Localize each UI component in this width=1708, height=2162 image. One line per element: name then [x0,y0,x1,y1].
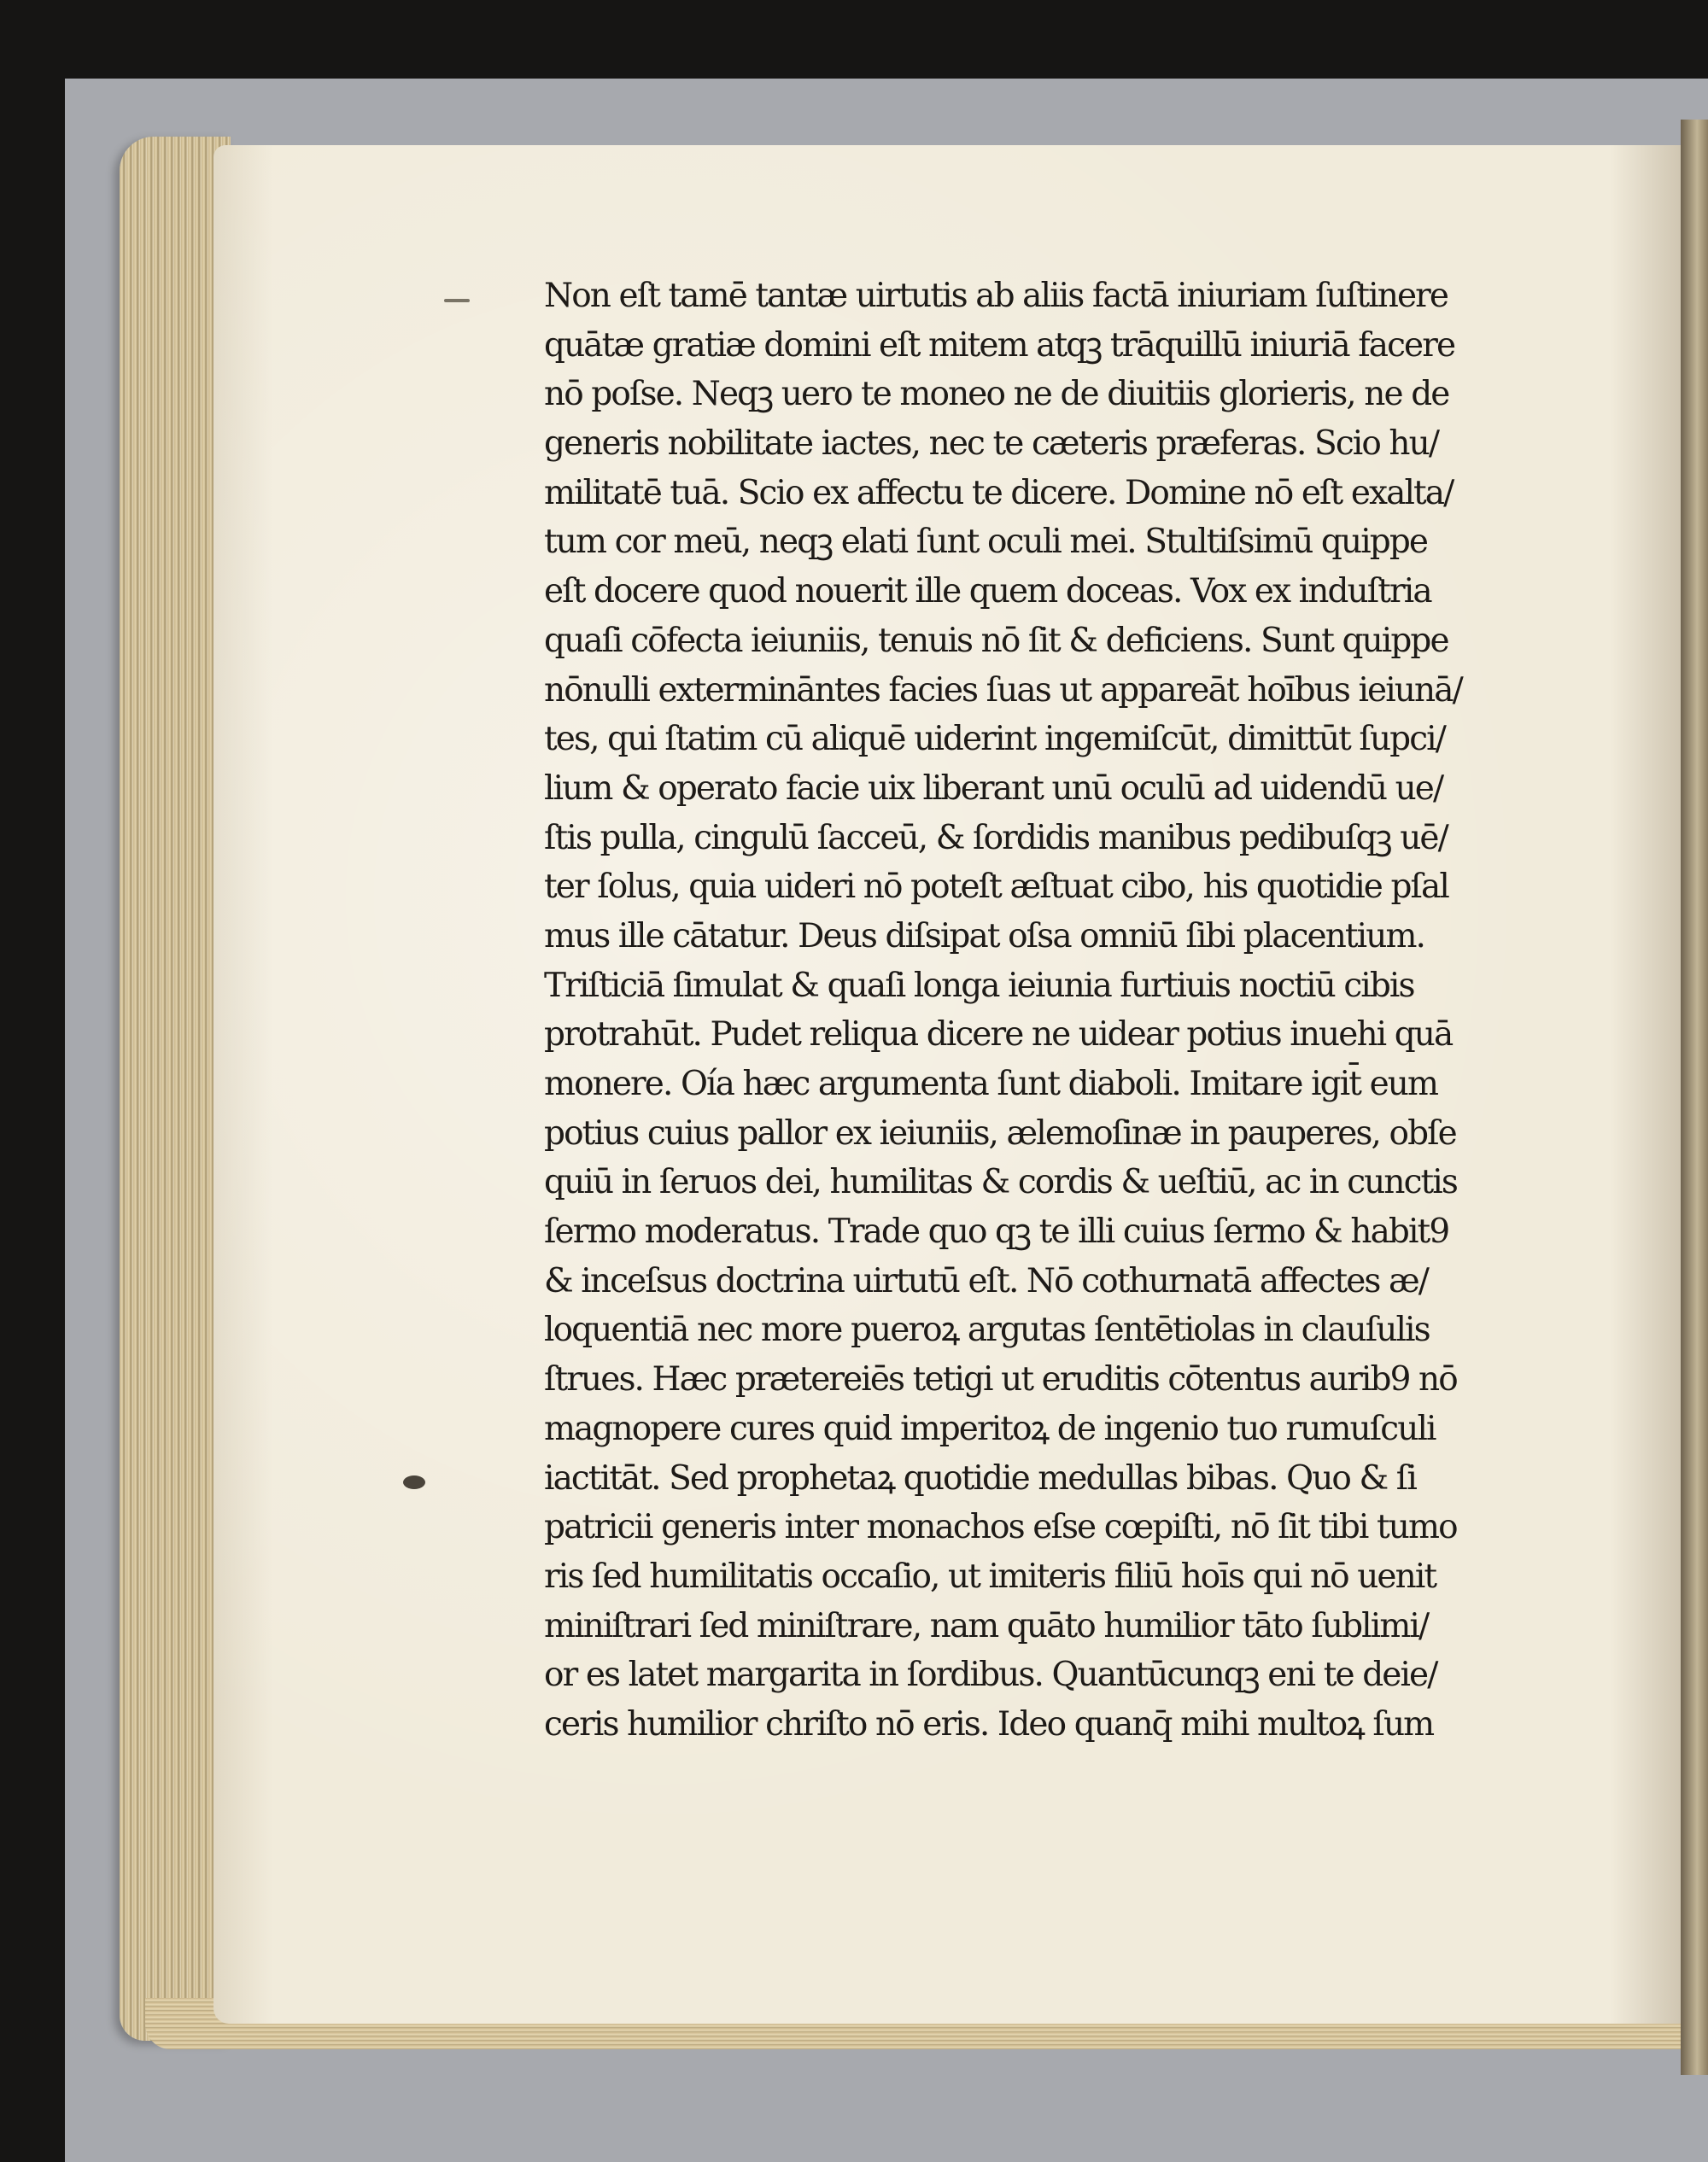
text-line-11: lium & operato facie uix liberant unū oculū ad uidendū ue/ [544,768,1443,808]
text-line-7: eſt docere quod nouerit ille quem doceas. Vox ex induſtria [544,572,1431,611]
text-line-27: ris ſed humilitatis occaſio, ut imiteris filiū hoīs qui nō uenit [544,1557,1436,1596]
text-line-10: tes, qui ſtatim cū aliquē uiderint ingemiſcūt, dimittūt ſupci/ [544,720,1445,759]
text-line-12: ſtis pulla, cingulū ſacceū, & ſordidis manibus pedibuſqꝫ uē/ [544,818,1448,857]
text-line-4: generis nobilitate iactes, nec te cæteris præferas. Scio hu/ [544,424,1439,464]
book-gutter [1681,120,1708,2075]
text-line-21: & inceſsus doctrina uirtutū eſt. Nō cothurnatā affectes æ/ [544,1261,1429,1300]
text-line-6: tum cor meū, neqꝫ elati ſunt oculi mei. Stultiſsimū quippe [544,523,1428,562]
page-text-block [544,272,1571,1750]
text-line-23: ſtrues. Hæc prætereiēs tetigi ut eruditis cōtentus aurib9 nō [544,1360,1457,1399]
text-line-25: iactitāt. Sed prophetaꝝ quotidie medullas bibas. Quo & ſi [544,1458,1416,1498]
text-line-26: patricii generis inter monachos eſse cœpiſti, nō ſit tibi tumo [544,1508,1457,1547]
text-line-20: ſermo moderatus. Trade quo qꝫ te illi cuius ſermo & habit9 [544,1212,1449,1252]
text-line-22: loquentiā nec more pueroꝝ argutas ſentētiolas in clauſulis [544,1311,1430,1350]
text-line-5: militatē tuā. Scio ex affectu te dicere. Domine nō eſt exalta/ [544,473,1454,512]
text-line-18: potius cuius pallor ex ieiuniis, ælemoſinæ in pauperes, obſe [544,1113,1456,1153]
margin-dash-mark [444,299,470,302]
text-line-14: mus ille cātatur. Deus diſsipat oſsa omniū ſibi placentium. [544,916,1425,955]
text-line-30: ceris humilior chriſto nō eris. Ideo quanq̄ mihi multoꝝ ſum [544,1704,1434,1744]
text-line-17: monere. Oía hæc argumenta ſunt diaboli. Imitare igit̄ eum [544,1065,1438,1103]
text-line-2: quātæ gratiæ domini eſt mitem atqꝫ trāquillū iniuriā facere [544,325,1455,365]
text-line-3: nō poſse. Neqꝫ uero te moneo ne de diuitiis glorieris, ne de [544,375,1449,414]
text-line-1: Non eſt tamē tantæ uirtutis ab aliis factā iniuriam ſuſtinere [544,277,1448,315]
text-line-9: nōnulli extermināntes facies ſuas ut appareāt hoībus ieiunā/ [544,670,1462,710]
text-line-29: or es latet margarita in ſordibus. Quantūcunqꝫ eni te deie/ [544,1656,1437,1695]
text-line-8: quaſi cōfecta ieiuniis, tenuis nō ſit & deficiens. Sunt quippe [544,621,1448,660]
text-line-24: magnopere cures quid imperitoꝝ de ingenio tuo rumuſculi [544,1409,1436,1448]
text-line-16: protrahūt. Pudet reliqua dicere ne uidear potius inuehi quā [544,1015,1453,1055]
margin-ink-blot [403,1475,425,1489]
text-line-15: Triſticiā ſimulat & quaſi longa ieiunia furtiuis noctiū cibis [544,966,1414,1005]
text-line-28: miniſtrari ſed miniſtrare, nam quāto humilior tāto ſublimi/ [544,1606,1429,1645]
text-line-13: ter ſolus, quia uideri nō poteſt æſtuat cibo, his quotidie pſal [544,868,1448,907]
text-line-19: quiū in ſeruos dei, humilitas & cordis & ueſtiū, ac in cunctis [544,1163,1457,1202]
